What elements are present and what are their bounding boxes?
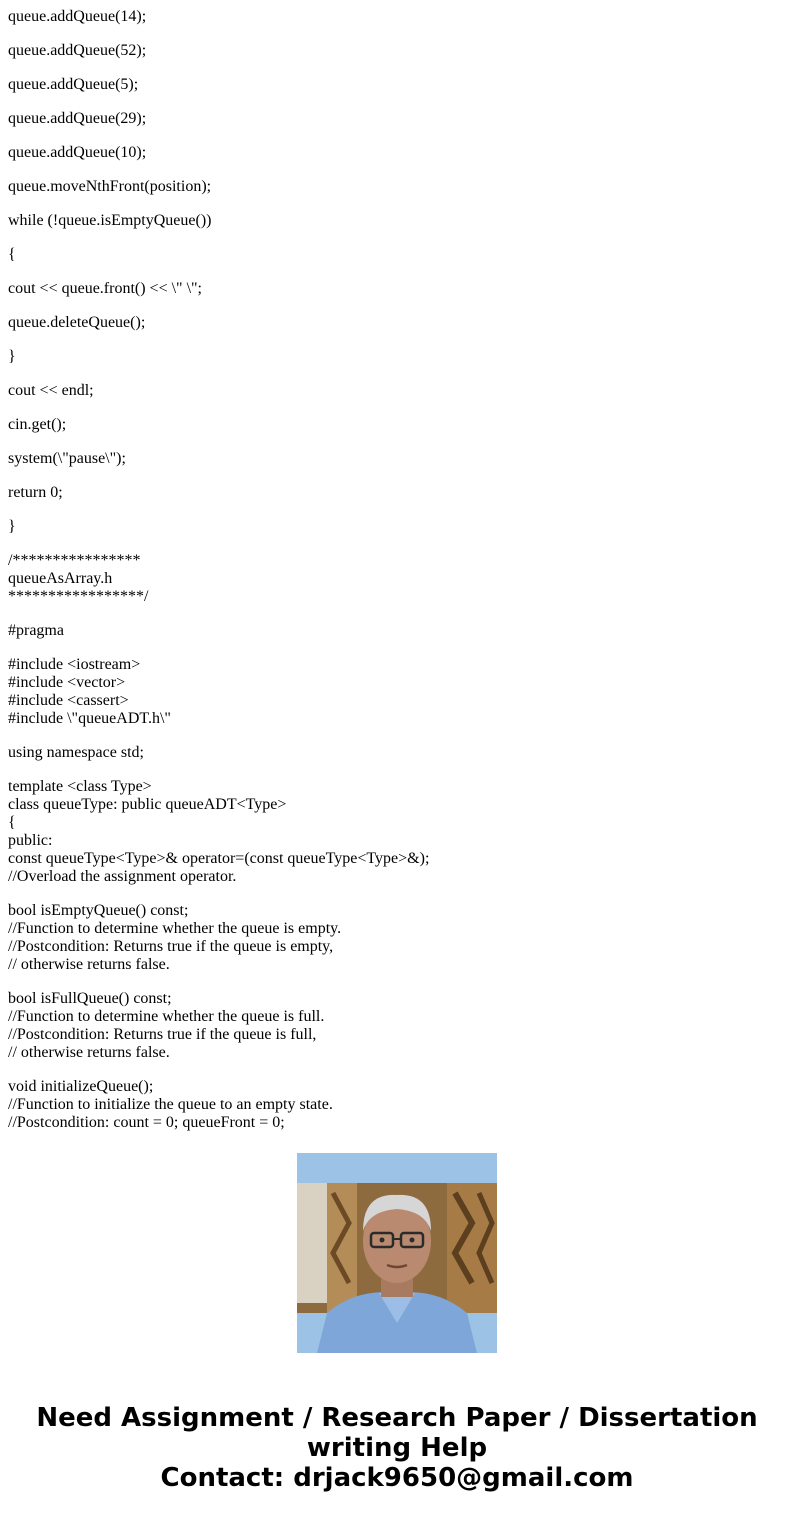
code-paragraph: [8, 990, 788, 1062]
code-listing: [8, 8, 788, 1131]
code-line: bool isFullQueue() const;: [8, 990, 172, 1007]
code-line: const queueType<Type>& operator=(const queueType<Type>&);: [8, 850, 430, 867]
code-paragraph: [8, 8, 788, 26]
code-line: //Overload the assignment operator.: [8, 868, 237, 885]
code-line: //Postcondition: count = 0; queueFront = 0;: [8, 1114, 285, 1131]
code-paragraph: [8, 656, 788, 728]
code-line: void initializeQueue();: [8, 1078, 154, 1095]
code-paragraph: [8, 246, 788, 264]
code-line: system(\"pause\");: [8, 450, 126, 467]
code-line: //Function to determine whether the queue is empty.: [8, 920, 342, 937]
code-line: queueAsArray.h: [8, 570, 113, 587]
code-line: queue.addQueue(29);: [8, 110, 147, 127]
code-line: /****************: [8, 552, 141, 569]
code-line: //Postcondition: Returns true if the queue is full,: [8, 1026, 317, 1043]
code-line: using namespace std;: [8, 744, 144, 761]
code-line: cout << queue.front() << \" \";: [8, 280, 202, 297]
code-line: queue.addQueue(52);: [8, 42, 147, 59]
code-line: }: [8, 518, 16, 535]
code-line: class queueType: public queueADT<Type>: [8, 796, 287, 813]
code-line: //Postcondition: Returns true if the queue is empty,: [8, 938, 334, 955]
code-line: #include <vector>: [8, 674, 126, 691]
code-paragraph: [8, 622, 788, 640]
code-line: cin.get();: [8, 416, 67, 433]
code-line: queue.addQueue(5);: [8, 76, 139, 93]
code-line: *****************/: [8, 588, 149, 605]
code-paragraph: [8, 178, 788, 196]
code-paragraph: [8, 212, 788, 230]
code-line: #pragma: [8, 622, 64, 639]
code-line: #include <cassert>: [8, 692, 129, 709]
code-paragraph: [8, 42, 788, 60]
promo-banner: [0, 1403, 794, 1493]
code-paragraph: [8, 416, 788, 434]
code-line: {: [8, 246, 16, 263]
code-paragraph: [8, 348, 788, 366]
code-line: queue.addQueue(14);: [8, 8, 147, 25]
code-paragraph: [8, 382, 788, 400]
code-line: cout << endl;: [8, 382, 94, 399]
code-line: bool isEmptyQueue() const;: [8, 902, 189, 919]
code-paragraph: [8, 552, 788, 606]
code-paragraph: [8, 144, 788, 162]
code-line: //Function to initialize the queue to an empty state.: [8, 1096, 333, 1113]
promo-line-2: writing Help: [306, 1433, 488, 1463]
code-line: return 0;: [8, 484, 63, 501]
code-paragraph: [8, 450, 788, 468]
code-paragraph: [8, 280, 788, 298]
code-line: #include \"queueADT.h\": [8, 710, 171, 727]
author-portrait-image: [297, 1153, 497, 1353]
code-line: // otherwise returns false.: [8, 1044, 170, 1061]
code-line: template <class Type>: [8, 778, 152, 795]
code-paragraph: [8, 778, 788, 886]
promo-line-1: Need Assignment / Research Paper / Dissertation: [36, 1403, 758, 1433]
code-line: // otherwise returns false.: [8, 956, 170, 973]
code-paragraph: [8, 110, 788, 128]
code-line: public:: [8, 832, 53, 849]
code-line: queue.deleteQueue();: [8, 314, 146, 331]
code-paragraph: [8, 1078, 788, 1132]
author-avatar: [297, 1153, 497, 1353]
code-line: #include <iostream>: [8, 656, 141, 673]
code-paragraph: [8, 314, 788, 332]
code-line: queue.addQueue(10);: [8, 144, 147, 161]
code-paragraph: [8, 484, 788, 502]
promo-contact-line: Contact: drjack9650@gmail.com: [160, 1463, 634, 1493]
code-paragraph: [8, 76, 788, 94]
code-paragraph: [8, 518, 788, 536]
code-line: //Function to determine whether the queue is full.: [8, 1008, 325, 1025]
code-line: }: [8, 348, 16, 365]
code-line: queue.moveNthFront(position);: [8, 178, 212, 195]
code-line: while (!queue.isEmptyQueue()): [8, 212, 212, 229]
code-paragraph: [8, 902, 788, 974]
code-paragraph: [8, 744, 788, 762]
code-line: {: [8, 814, 16, 831]
